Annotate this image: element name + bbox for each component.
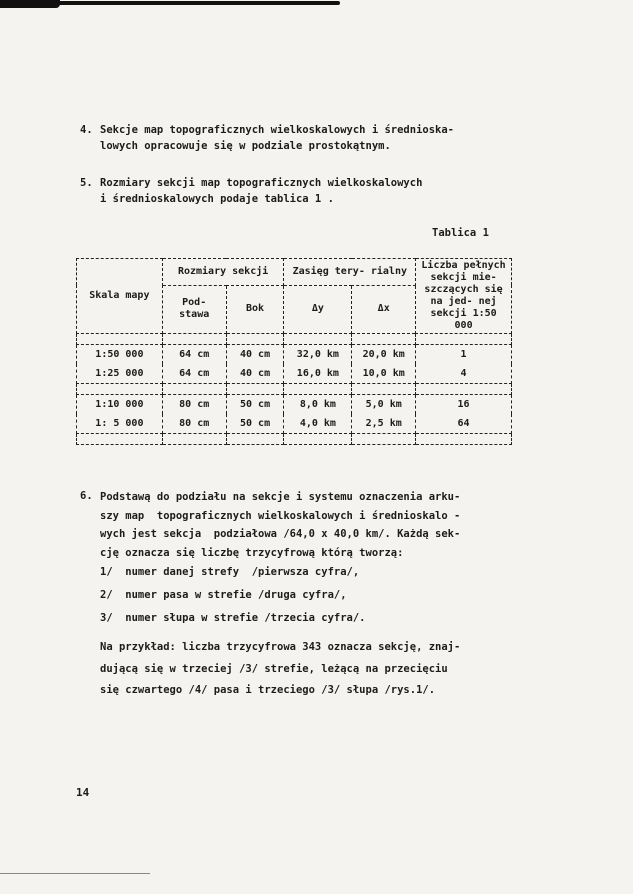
cell-scale: 1:10 000 <box>77 395 163 415</box>
cell-side: 40 cm <box>226 345 284 365</box>
cell-count: 4 <box>416 364 512 384</box>
text-line: szy map topograficznych wielkoskalowych i średnioskalo - <box>100 509 461 522</box>
text-line: lowych opracowuje się w podziale prostokątnym. <box>100 140 391 152</box>
header-base: Pod- stawa <box>162 285 226 333</box>
table-caption: Tablica 1 <box>432 227 489 239</box>
cell-count: 16 <box>416 395 512 415</box>
table-row <box>77 345 512 365</box>
cell-base: 80 cm <box>162 395 226 415</box>
text-line: się czwartego /4/ pasa i trzeciego /3/ słupa /rys.1/. <box>100 684 436 696</box>
cell-dy: 4,0 km <box>284 414 352 434</box>
cell-count: 1 <box>416 345 512 365</box>
paragraph-number: 6. <box>80 490 93 502</box>
paragraph-6 <box>80 488 460 562</box>
list-item-text: 1/ numer danej strefy /pierwsza cyfra/, <box>100 566 360 578</box>
paragraph-5 <box>80 175 422 207</box>
scan-bottom-line <box>0 873 150 874</box>
scan-top-line <box>0 1 340 5</box>
example-paragraph <box>100 637 460 702</box>
paragraph-4 <box>80 122 454 154</box>
cell-scale: 1:25 000 <box>77 364 163 384</box>
text-line: Podstawą do podziału na sekcje i systemu oznaczenia arku- <box>100 491 461 503</box>
cell-base: 64 cm <box>162 345 226 365</box>
cell-dx: 20,0 km <box>352 345 416 365</box>
cell-scale: 1:50 000 <box>77 345 163 365</box>
table-row <box>77 414 512 434</box>
header-count: Liczba pełnych sekcji mie- szczących się na jed- nej sekcji 1:50 000 <box>416 259 512 334</box>
cell-scale: 1: 5 000 <box>77 414 163 434</box>
header-section-size: Rozmiary sekcji <box>162 259 284 286</box>
page-number: 14 <box>76 786 90 799</box>
header-scale: Skala mapy <box>77 259 163 334</box>
text-line: dującą się w trzeciej /3/ strefie, leżącą na przecięciu <box>100 662 448 675</box>
cell-dx: 5,0 km <box>352 395 416 415</box>
table-row <box>77 395 512 415</box>
text-line: wych jest sekcja podziałowa /64,0 x 40,0 km/. Każdą sek- <box>100 528 461 540</box>
cell-dy: 16,0 km <box>284 364 352 384</box>
section-size-table <box>76 258 512 445</box>
header-territorial-range: Zasięg tery- rialny <box>284 259 416 286</box>
cell-side: 40 cm <box>226 364 284 384</box>
cell-base: 64 cm <box>162 364 226 384</box>
text-line: Rozmiary sekcji map topograficznych wielkoskalowych <box>100 177 423 189</box>
cell-side: 50 cm <box>226 414 284 434</box>
list-item <box>100 566 359 578</box>
header-side: Bok <box>226 285 284 333</box>
list-item-text: 2/ numer pasa w strefie /druga cyfra/, <box>100 589 347 601</box>
paragraph-number: 5. <box>80 177 93 189</box>
header-dx: Δx <box>352 285 416 333</box>
cell-dy: 32,0 km <box>284 345 352 365</box>
text-line: Na przykład: liczba trzycyfrowa 343 oznacza sekcję, znaj- <box>100 641 461 653</box>
text-line: Sekcje map topograficznych wielkoskalowych i średnioska- <box>100 124 455 136</box>
cell-base: 80 cm <box>162 414 226 434</box>
header-dy: Δy <box>284 285 352 333</box>
list-item-text: 3/ numer słupa w strefie /trzecia cyfra/. <box>100 612 366 624</box>
cell-side: 50 cm <box>226 395 284 415</box>
paragraph-number: 4. <box>80 124 93 136</box>
table-row <box>77 364 512 384</box>
text-line: i średnioskalowych podaje tablica 1 . <box>100 193 334 205</box>
list-item <box>100 589 347 601</box>
cell-dx: 10,0 km <box>352 364 416 384</box>
cell-dy: 8,0 km <box>284 395 352 415</box>
text-line: cję oznacza się liczbę trzycyfrową którą tworzą: <box>100 546 404 559</box>
cell-dx: 2,5 km <box>352 414 416 434</box>
cell-count: 64 <box>416 414 512 434</box>
list-item <box>100 612 366 624</box>
